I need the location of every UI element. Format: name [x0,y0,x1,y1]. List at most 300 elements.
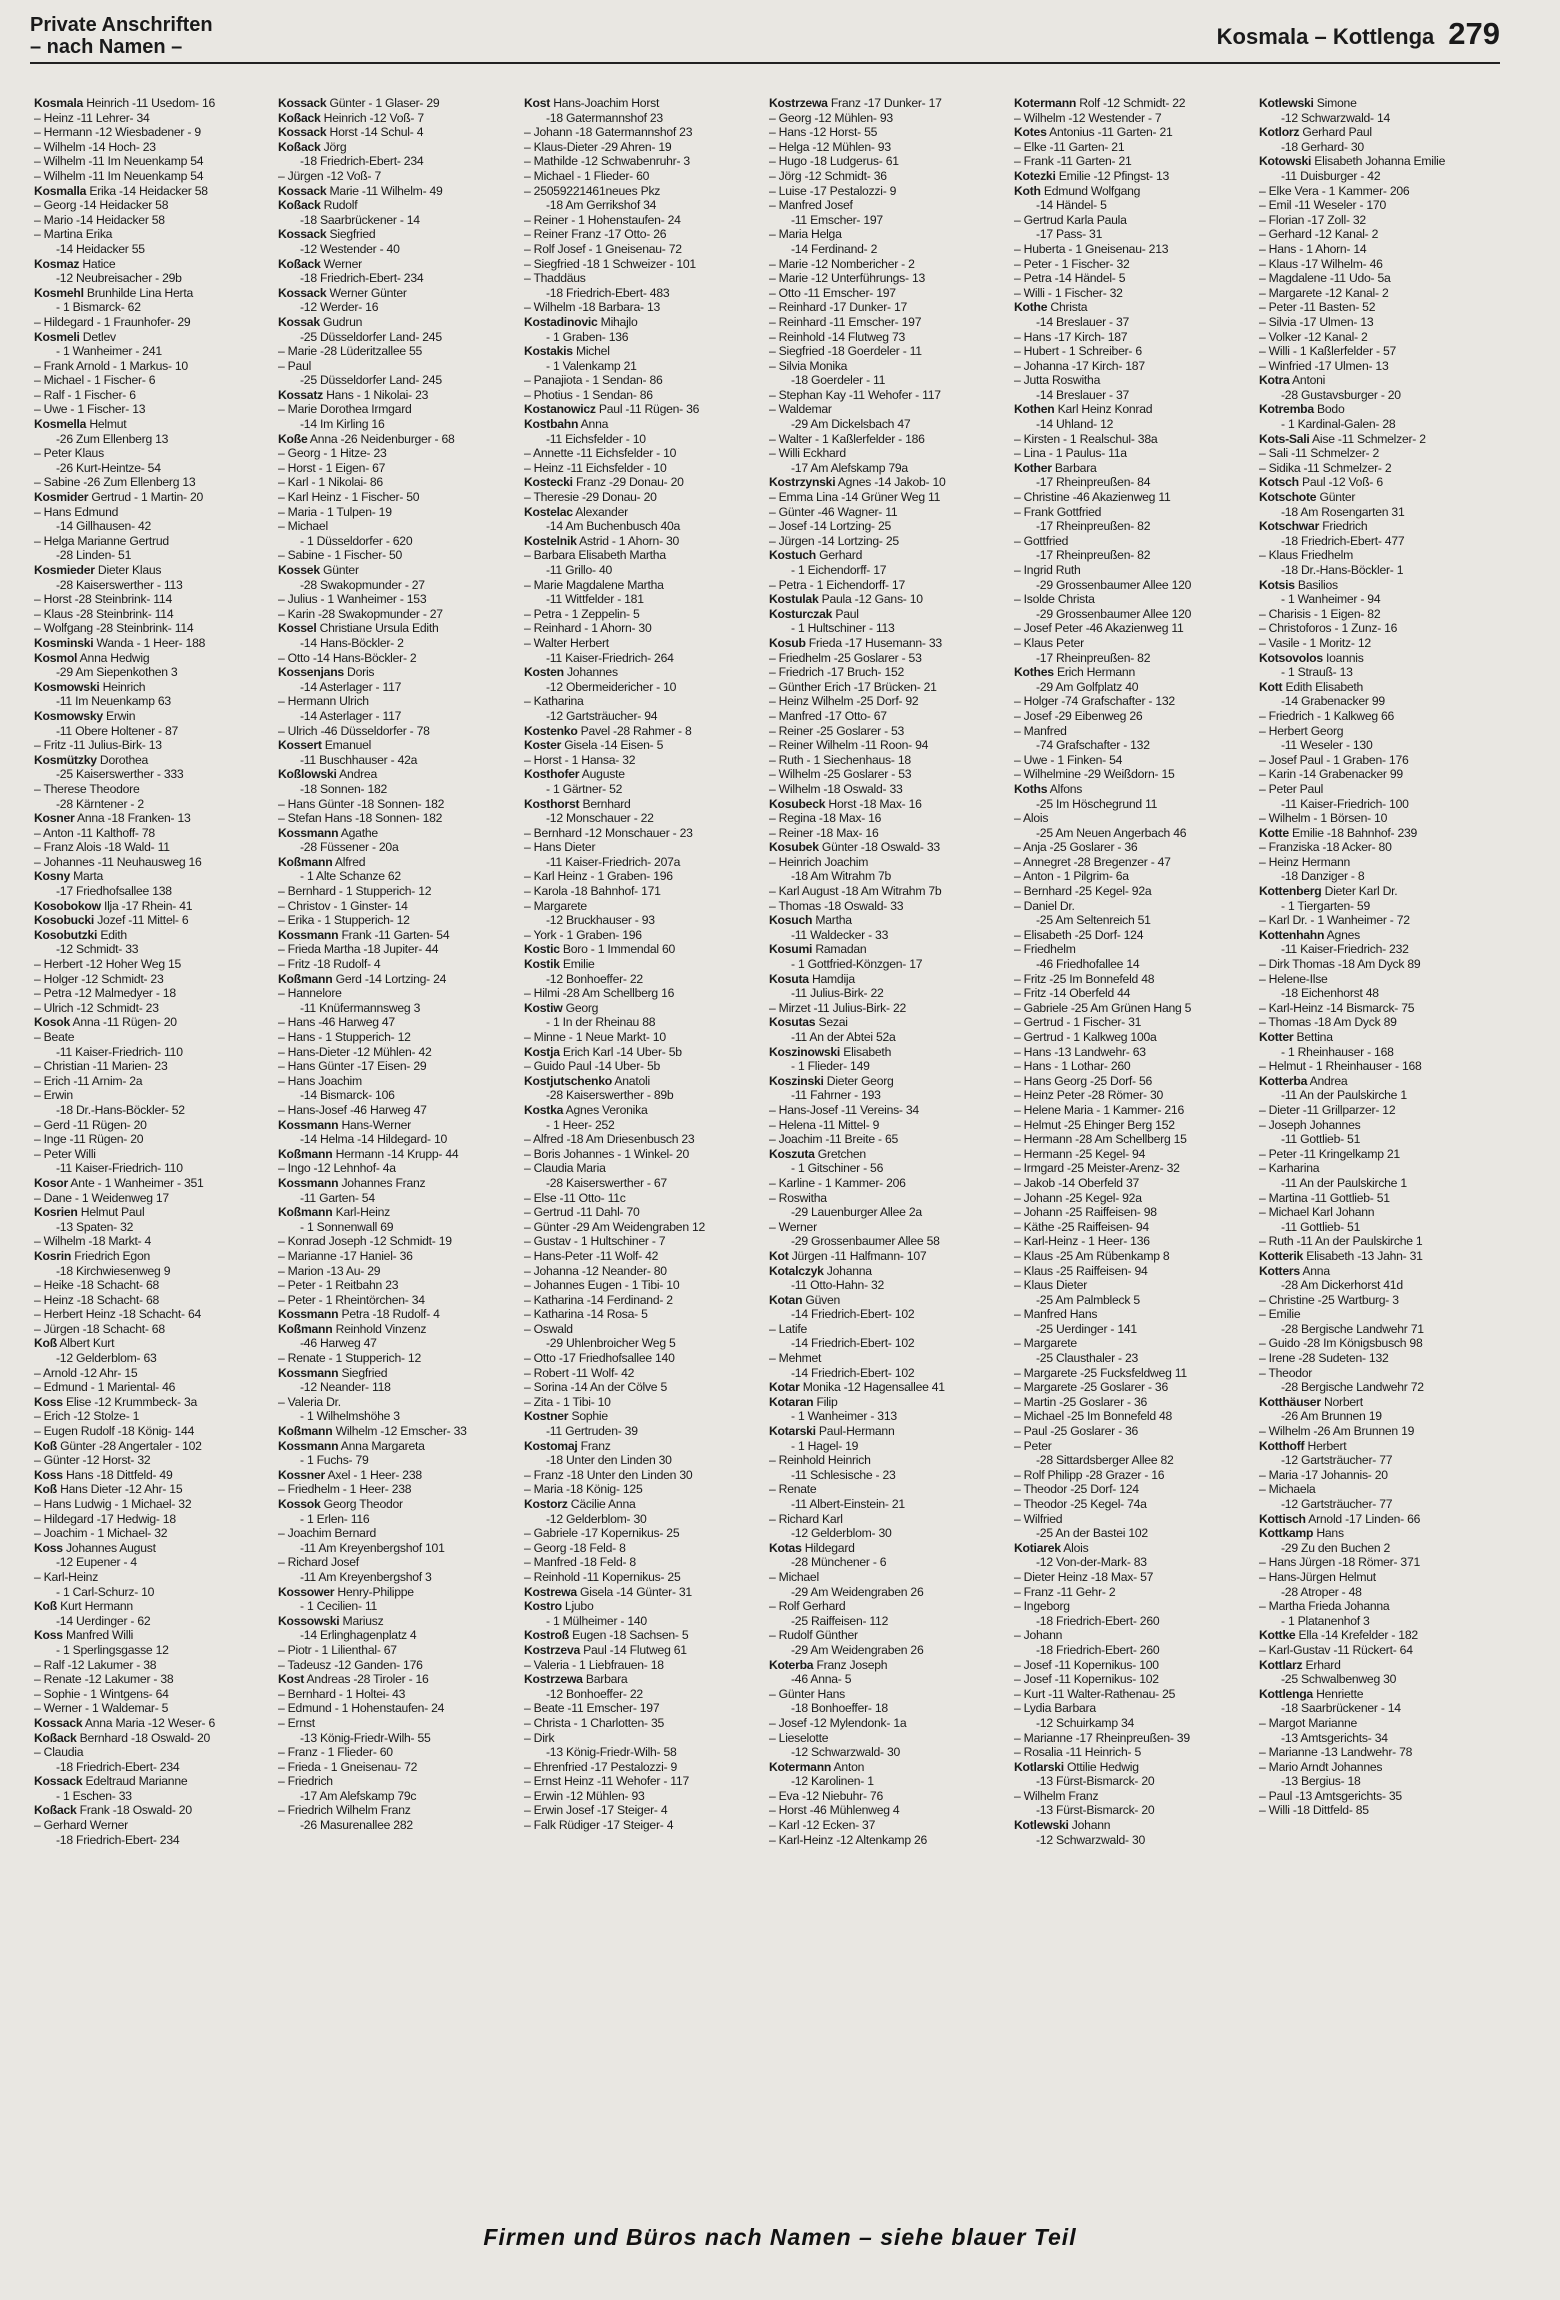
entry-details: – Frank Arnold - 1 Markus- 10 [34,358,188,373]
directory-entry [769,461,1007,476]
entry-details: -14 Helma -14 Hildegard- 10 [300,1132,448,1147]
directory-entry [769,636,1007,651]
entry-details: – Klaus Peter [1014,635,1084,650]
directory-entry [278,1264,516,1279]
directory-entry [1014,1658,1252,1673]
entry-details: – Hans-Josef -46 Harweg 47 [278,1102,427,1117]
directory-entry [278,986,516,1001]
directory-entry [34,1555,272,1570]
entry-details: -13 Amtsgerichts- 34 [1281,1730,1388,1745]
entry-details: – Frank -11 Garten- 21 [1014,154,1132,169]
entry-details: – Fritz -11 Julius-Birk- 13 [34,738,162,753]
entry-details: Helmut [86,417,127,432]
entry-details: -13 Bergius- 18 [1281,1774,1361,1789]
directory-entry [34,417,272,432]
directory-entry [524,797,762,812]
entry-details: – Margarete [524,898,587,913]
entry-details: – Bernhard -25 Kegel- 92a [1014,884,1152,899]
directory-entry [1259,257,1497,272]
entry-details: – Erich -11 Arnim- 2a [34,1073,143,1088]
entry-details: Franz Joseph [813,1657,888,1672]
directory-entry [769,855,1007,870]
entry-details: -14 Friedrich-Ebert- 102 [791,1336,915,1351]
directory-entry [769,578,1007,593]
directory-entry [1259,1161,1497,1176]
entry-details: Agathe [338,825,378,840]
directory-entry [524,1132,762,1147]
entry-details: -14 Am Buchenbusch 40a [546,519,681,534]
directory-entry [1259,578,1497,593]
entry-details: -11 Kaiser-Friedrich- 207a [546,854,681,869]
directory-entry [278,1424,516,1439]
directory-entry [1014,359,1252,374]
directory-entry [34,1220,272,1235]
directory-entry [1259,1526,1497,1541]
entry-surname: Kostrzewa [769,96,828,110]
entry-surname: Kotlorz [1259,125,1300,140]
directory-entry [278,1191,516,1206]
directory-entry [1014,1687,1252,1702]
entry-surname: Koster [524,738,562,753]
directory-entry [1014,665,1252,680]
entry-details: -12 Westender - 40 [300,241,400,256]
entry-surname: Kotterba [1259,1073,1308,1088]
entry-details: - 1 Mülheimer - 140 [546,1613,647,1628]
directory-entry [1014,330,1252,345]
entry-details: -14 Breslauer - 37 [1036,314,1130,329]
directory-entry [278,1030,516,1045]
directory-entry [524,724,762,739]
entry-details: – Frieda - 1 Gneisenau- 72 [278,1759,418,1774]
entry-details: – Oswald [524,1321,573,1336]
entry-details: -29 Grossenbaumer Allee 120 [1036,577,1192,592]
directory-entry [1014,1803,1252,1818]
directory-entry [524,855,762,870]
directory-entry [769,1293,1007,1308]
directory-entry [278,242,516,257]
entry-details: Gerhard Paul [1299,125,1372,140]
directory-entry [769,475,1007,490]
directory-entry [1259,1628,1497,1643]
directory-entry [1259,753,1497,768]
entry-details: – Gerhard -12 Kanal- 2 [1259,227,1379,242]
entry-surname: Koßmann [278,1321,333,1336]
entry-details: – Mathilde -12 Schwabenruhr- 3 [524,154,690,169]
directory-entry [278,782,516,797]
entry-surname: Kostro [524,1599,562,1614]
entry-details: – Willi - 1 Kaßlerfelder - 57 [1259,344,1397,359]
entry-details: – Reinhard -11 Emscher- 197 [769,314,922,329]
directory-entry [524,1512,762,1527]
entry-details: – Johannes -11 Neuhausweg 16 [34,854,202,869]
entry-details: – Friedrich -17 Bruch- 152 [769,665,905,680]
entry-details: Siegfried [326,227,376,242]
entry-details: – Heike -18 Schacht- 68 [34,1278,159,1293]
entry-details: Axel - 1 Heer- 238 [325,1467,422,1482]
entry-details: – Horst -28 Steinbrink- 114 [34,592,172,607]
entry-details: – Hans-Jürgen Helmut [1259,1569,1376,1584]
directory-entry [1259,1249,1497,1264]
directory-entry [1014,1380,1252,1395]
entry-details: – Friedhelm [1014,942,1076,957]
entry-details: Johannes Franz [338,1175,426,1190]
entry-details: -26 Kurt-Heintze- 54 [56,460,161,475]
entry-details: – Helene Maria - 1 Kammer- 216 [1014,1102,1184,1117]
directory-entry [524,709,762,724]
directory-entry [34,884,272,899]
entry-details: – Erwin -12 Mühlen- 93 [524,1788,645,1803]
entry-details: Hans - 1 Nikolai- 23 [322,387,429,402]
directory-entry [278,1409,516,1424]
entry-details: – Gottfried [1014,533,1069,548]
entry-details: – Karl Heinz - 1 Graben- 196 [524,869,673,884]
entry-details: – Marion -13 Au- 29 [278,1263,381,1278]
directory-entry [769,1059,1007,1074]
entry-details: – Reinhold -11 Kopernikus- 25 [524,1569,681,1584]
directory-entry [1259,1103,1497,1118]
directory-entry [524,738,762,753]
entry-details: – Falk Rüdiger -17 Steiger- 4 [524,1818,674,1833]
entry-surname: Kostadinovic [524,314,598,329]
directory-entry [1259,738,1497,753]
entry-details: -12 Obermeidericher - 10 [546,679,677,694]
directory-entry [769,1468,1007,1483]
entry-details: - 1 Sonnenwall 69 [300,1219,394,1234]
directory-entry [769,330,1007,345]
directory-entry [1259,724,1497,739]
directory-entry [524,1555,762,1570]
entry-details: - 1 Wilhelmshöhe 3 [300,1409,400,1424]
directory-entry [278,432,516,447]
directory-entry [524,1731,762,1746]
directory-entry [769,986,1007,1001]
entry-details: Andrea [336,767,377,782]
directory-entry [1014,373,1252,388]
entry-surname: Kossenjans [278,665,344,680]
entry-details: Erhard [1302,1657,1341,1672]
entry-details: – Annegret -28 Bregenzer - 47 [1014,854,1171,869]
entry-details: -14 Friedrich-Ebert- 102 [791,1307,915,1322]
directory-entry [34,738,272,753]
entry-details: Siegfried [338,1365,388,1380]
directory-entry [34,1366,272,1381]
entry-details: – Erwin [34,1088,73,1103]
directory-entry [34,1541,272,1556]
entry-details: -17 Pass- 31 [1036,227,1103,242]
directory-entry [278,417,516,432]
entry-details: - 1 Gitschiner - 56 [791,1161,884,1176]
directory-entry [1259,1482,1497,1497]
directory-entry [1014,1161,1252,1176]
entry-details: Johanna [823,1263,872,1278]
entry-surname: Kossel [278,621,317,636]
entry-details: – Hans -12 Horst- 55 [769,125,878,140]
entry-details: - 1 Platanenhof 3 [1281,1613,1370,1628]
entry-details: – Elisabeth -25 Dorf- 124 [1014,927,1144,942]
entry-details: -18 Sonnen- 182 [300,781,388,796]
directory-entry [1014,505,1252,520]
entry-details: – Dirk Thomas -18 Am Dyck 89 [1259,957,1421,972]
directory-entry [1014,1088,1252,1103]
entry-surname: Kotlewski [1259,96,1314,110]
entry-details: Erwin [102,708,136,723]
entry-details: – Hans-Dieter -12 Mühlen- 42 [278,1044,432,1059]
entry-details: – Hans Ludwig - 1 Michael- 32 [34,1497,192,1511]
entry-details: -12 Schwarzwald- 30 [1036,1832,1146,1847]
directory-entry [524,1803,762,1818]
entry-surname: Koßmann [278,1205,333,1220]
directory-entry [524,1307,762,1322]
directory-entry [278,373,516,388]
entry-details: – Bernhard - 1 Holtei- 43 [278,1686,406,1701]
directory-entry [278,1351,516,1366]
entry-details: -13 König-Friedr-Wilh- 58 [546,1745,677,1760]
directory-entry [34,1015,272,1030]
entry-details: – Ulrich -12 Schmidt- 23 [34,1000,159,1015]
directory-entry [524,826,762,841]
directory-entry [524,140,762,155]
entry-surname: Kosmehl [34,285,84,300]
directory-entry [1259,1191,1497,1206]
entry-details: – Herbert Heinz -18 Schacht- 64 [34,1307,202,1322]
entry-surname: Kotsch [1259,475,1299,490]
directory-entry [34,680,272,695]
directory-entry [524,1774,762,1789]
entry-details: – Klaus -25 Raiffeisen- 94 [1014,1263,1148,1278]
directory-entry [34,694,272,709]
entry-surname: Kotezki [1014,168,1056,183]
directory-entry [278,899,516,914]
entry-surname: Kostanowicz [524,402,596,417]
entry-surname: Kossack [278,125,327,140]
entry-details: – Georg -12 Mühlen- 93 [769,110,893,125]
directory-entry [769,402,1007,417]
directory-entry [1014,1205,1252,1220]
directory-entry [34,1658,272,1673]
entry-details: -25 Düsseldorfer Land- 245 [300,373,442,388]
directory-entry [34,855,272,870]
directory-entry [524,928,762,943]
directory-entry [1259,1716,1497,1731]
entry-details: – Reiner - 1 Hohenstaufen- 24 [524,212,681,227]
directory-entry [278,1453,516,1468]
entry-details: -18 Bonhoeffer- 18 [791,1701,888,1716]
entry-details: Elisabeth [840,1044,892,1059]
directory-entry [1014,1439,1252,1454]
entry-details: – Reinhard - 1 Ahorn- 30 [524,621,652,636]
directory-entry [34,548,272,563]
directory-entry [524,1614,762,1629]
entry-details: -28 Kärntener - 2 [56,796,144,811]
entry-details: – Arnold -12 Ahr- 15 [34,1365,138,1380]
directory-entry [1259,388,1497,403]
entry-details: -11 Weseler - 130 [1281,738,1373,753]
directory-entry [34,1161,272,1176]
entry-details: -18 Friedrich-Ebert- 234 [300,271,424,286]
directory-entry [1259,1789,1497,1804]
entry-details: -12 Schwarzwald- 30 [791,1745,901,1760]
entry-surname: Kostja [524,1044,560,1059]
entry-surname: Kossower [278,1584,335,1599]
entry-details: Simone [1313,96,1357,110]
directory-entry [278,111,516,126]
entry-surname: Kotra [1259,373,1290,388]
directory-entry [1259,140,1497,155]
entry-details: Agnes [1324,927,1360,942]
entry-details: – Klaus-Dieter -29 Ahren- 19 [524,139,672,154]
entry-surname: Koßack [278,256,321,271]
directory-entry [524,1234,762,1249]
directory-entry [1259,198,1497,213]
directory-entry [1014,1395,1252,1410]
entry-details: Elisabeth -13 Jahn- 31 [1303,1248,1423,1263]
entry-surname: Kosubeck [769,796,826,811]
entry-details: – Frank Gottfried [1014,504,1102,519]
directory-entry [1259,1045,1497,1060]
entry-details: – Michael [278,519,328,534]
entry-details: - 1 Heer- 252 [546,1117,615,1132]
entry-details: Erich Karl -14 Uber- 5b [559,1044,682,1059]
entry-details: – Beate [34,1030,75,1044]
entry-details: – Barbara Elisabeth Martha [524,548,666,563]
entry-surname: Kotalczyk [769,1263,824,1278]
directory-entry [278,826,516,841]
entry-details: -11 Kaiser-Friedrich- 264 [546,650,674,665]
entry-details: -18 Am Rosengarten 31 [1281,504,1405,519]
entry-details: – Sali -11 Schmelzer- 2 [1259,446,1380,461]
entry-details: -11 An der Paulskirche 1 [1281,1175,1407,1190]
entry-details: – Peter Paul [1259,781,1324,796]
entry-details: – Gertrud - 1 Kalkweg 100a [1014,1030,1157,1044]
entry-surname: Kotschote [1259,490,1317,505]
directory-entry [1014,1512,1252,1527]
directory-entry [34,1147,272,1162]
entry-details: – Kurt -11 Walter-Rathenau- 25 [1014,1686,1176,1701]
entry-details: -11 Otto-Hahn- 32 [791,1278,885,1293]
directory-entry [769,446,1007,461]
entry-surname: Kotarski [769,1424,816,1439]
directory-entry [769,169,1007,184]
directory-entry [769,1526,1007,1541]
directory-entry [1259,271,1497,286]
entry-details: - 1 Strauß- 13 [1281,665,1353,680]
directory-entry [1014,709,1252,724]
entry-details: -18 Friedrich-Ebert- 234 [56,1832,180,1847]
directory-entry [34,636,272,651]
directory-entry [524,475,762,490]
directory-entry [1014,198,1252,213]
entry-details: – Edmund - 1 Hohenstaufen- 24 [278,1701,445,1716]
entry-details: -29 Am Dickelsbach 47 [791,417,911,432]
directory-entry [34,198,272,213]
directory-entry [1014,753,1252,768]
entry-details: – Rolf Josef - 1 Gneisenau- 72 [524,241,682,256]
directory-entry [1259,461,1497,476]
entry-details: – Wilhelm -18 Oswald- 33 [769,781,903,796]
directory-entry [769,1030,1007,1045]
directory-entry [524,1672,762,1687]
entry-details: -28 Kaiserswerther - 67 [546,1175,667,1190]
entry-details: – Ernst Heinz -11 Wehofer - 117 [524,1774,689,1789]
directory-entry [278,942,516,957]
directory-entry [34,899,272,914]
entry-details: Günter [319,563,359,577]
entry-details: – Petra -14 Händel- 5 [1014,271,1126,286]
entry-details: – Sidika -11 Schmelzer- 2 [1259,460,1392,475]
directory-entry [34,1249,272,1264]
directory-entry [769,1628,1007,1643]
entry-details: – Photius - 1 Sendan- 86 [524,387,653,402]
directory-entry [34,1176,272,1191]
entry-surname: Kostelac [524,504,573,519]
directory-entry [278,1336,516,1351]
directory-columns [34,96,1504,2226]
directory-entry [1014,913,1252,928]
entry-details: Norbert [1320,1394,1363,1409]
entry-details: Ottilie Hedwig [1063,1759,1139,1774]
directory-entry [34,242,272,257]
entry-details: Henriette [1312,1686,1364,1701]
directory-entry [1014,1526,1252,1541]
entry-details: – Hans-Peter -11 Wolf- 42 [524,1248,659,1263]
entry-details: Anna -11 Rügen- 20 [70,1015,177,1030]
directory-entry [34,1468,272,1483]
entry-details: – Latife [769,1321,807,1336]
entry-details: – Sabine -26 Zum Ellenberg 13 [34,475,196,490]
entry-details: Güven [802,1292,841,1307]
entry-details: -18 Friedrich-Ebert- 234 [300,154,424,169]
directory-entry [34,184,272,199]
entry-surname: Kossack [278,227,327,242]
directory-entry [34,300,272,315]
entry-details: -11 An der Paulskirche 1 [1281,1088,1407,1103]
directory-entry [1014,1264,1252,1279]
directory-entry [34,811,272,826]
directory-entry [1259,1030,1497,1045]
entry-details: – Jürgen -18 Schacht- 68 [34,1321,165,1336]
directory-entry [1014,811,1252,826]
entry-details: – Wilhelm - 1 Börsen- 10 [1259,811,1388,826]
directory-entry [524,1074,762,1089]
entry-details: – Theodor [1259,1365,1313,1380]
entry-details: – Julius - 1 Wanheimer - 153 [278,592,427,607]
entry-details: -18 Am Gerrikshof 34 [546,198,657,213]
entry-surname: Kottenberg [1259,884,1322,899]
entry-details: -12 Gelderblom- 30 [791,1526,892,1541]
entry-details: – Reinhard -17 Dunker- 17 [769,300,908,315]
entry-details: – Wilhelm -18 Markt- 4 [34,1234,152,1249]
entry-details: – Michael Karl Johann [1259,1205,1375,1220]
entry-details: Paula -12 Gans- 10 [818,592,923,607]
entry-details: Cäcilie Anna [567,1497,636,1511]
directory-entry [1014,1643,1252,1658]
entry-details: – Martina -11 Gottlieb- 51 [1259,1190,1390,1205]
directory-entry [278,884,516,899]
directory-entry [769,928,1007,943]
directory-entry [278,578,516,593]
directory-entry [524,1380,762,1395]
entry-details: – Michael -25 Im Bonnefeld 48 [1014,1409,1173,1424]
directory-column-5 [1014,96,1252,2226]
entry-surname: Kosobutzki [34,927,98,942]
directory-entry [769,1599,1007,1614]
entry-details: – Hildegard -17 Hedwig- 18 [34,1511,176,1526]
entry-surname: Kostrzeva [524,1642,581,1657]
entry-surname: Kotschwar [1259,519,1320,534]
directory-entry [524,548,762,563]
entry-details: – Käthe -25 Raiffeisen- 94 [1014,1219,1149,1234]
entry-details: Ella -14 Krefelder - 182 [1295,1628,1418,1643]
